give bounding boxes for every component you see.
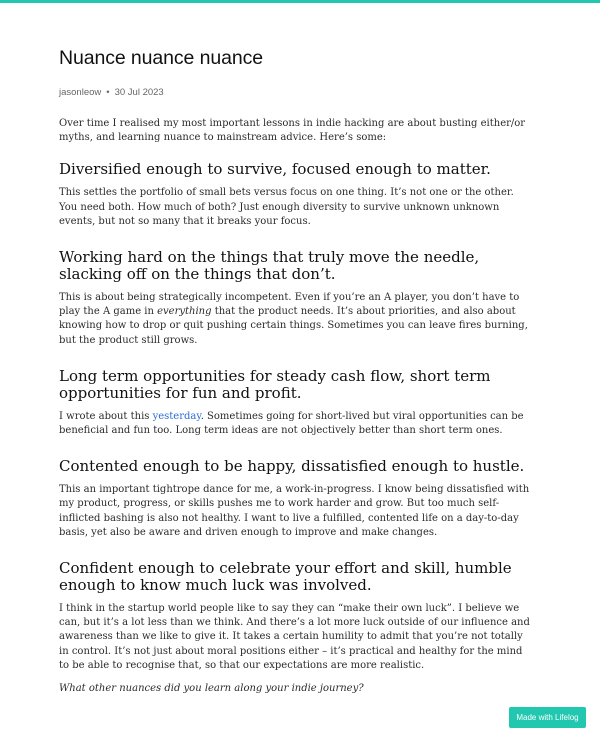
top-accent-bar <box>0 0 600 3</box>
section-body <box>59 410 535 438</box>
section-heading: Diversified enough to survive, focused enough to matter. <box>59 160 491 179</box>
section-body <box>59 291 535 348</box>
intro-paragraph: Over time I realised my most important lessons in indie hacking are about busting either/or myths, and learning nuance to mainstream advice. Here’s some: <box>59 118 526 144</box>
section-working-hard <box>59 249 535 348</box>
body-text: that the product needs. It’s about priorities, and also about knowing how to drop or quit pushing certain things. Sometimes you can leave fires burning, but the product still grows. <box>59 306 528 346</box>
meta-separator: • <box>106 87 110 98</box>
page-title: Nuance nuance nuance <box>59 47 263 69</box>
section-heading: Working hard on the things that truly move the needle, slacking off on the things that don’t. <box>59 248 480 284</box>
post-article <box>59 46 535 696</box>
body-text: This is about being strategically incompetent. Even if you’re an A player, you don’t have to play the A game in <box>59 292 520 318</box>
section-heading: Confident enough to celebrate your effort and skill, humble enough to know much luck was involved. <box>59 559 512 595</box>
section-body: This an important tightrope dance for me, a work-in-progress. I know being dissatisfied with my product, progress, or skills pushes me to work harder and grow. But too much self-inflicted bashing is also not healthy. I want to live a fulfilled, contented life on a day-to-day basis, yet also be aware and driven enough to improve and make changes. <box>59 484 530 538</box>
body-text: I wrote about this <box>59 410 153 422</box>
author-link[interactable]: jasonleow <box>59 87 102 98</box>
section-body: This settles the portfolio of small bets versus focus on one thing. It’s not one or the other. You need both. How much of both? Just enough diversity to survive unknown unknown events, but not so many that it breaks your focus. <box>59 187 514 227</box>
section-body: I think in the startup world people like to say they can “make their own luck”. I believe we can, but it’s a lot less than we think. And there’s a lot more luck outside of our influence and awareness than we like to give it. It takes a certain humility to admit that you’re not totally in control. It’s not just about moral positions either – it’s practical and healthy for the mind to be able to recognise that, so that our expectations are more realistic. <box>59 603 530 671</box>
body-text: . Sometimes going for short-lived but viral opportunities can be beneficial and fun too. Long term ideas are not objectively better than short term ones. <box>59 410 524 437</box>
yesterday-link[interactable]: yesterday <box>152 410 201 422</box>
section-confident <box>59 560 535 696</box>
section-contented <box>59 458 535 540</box>
section-heading: Long term opportunities for steady cash flow, short term opportunities for fun and profit. <box>59 366 491 402</box>
made-with-lifelog-button[interactable]: Made with Lifelog <box>509 707 586 728</box>
post-date: 30 Jul 2023 <box>114 87 164 98</box>
emphasis-text: everything <box>157 306 212 318</box>
section-long-term <box>59 368 535 438</box>
section-diversified <box>59 161 535 229</box>
section-heading: Contented enough to be happy, dissatisfied enough to hustle. <box>59 457 525 476</box>
closing-question: What other nuances did you learn along your indie journey? <box>59 683 364 695</box>
post-meta <box>59 87 535 99</box>
